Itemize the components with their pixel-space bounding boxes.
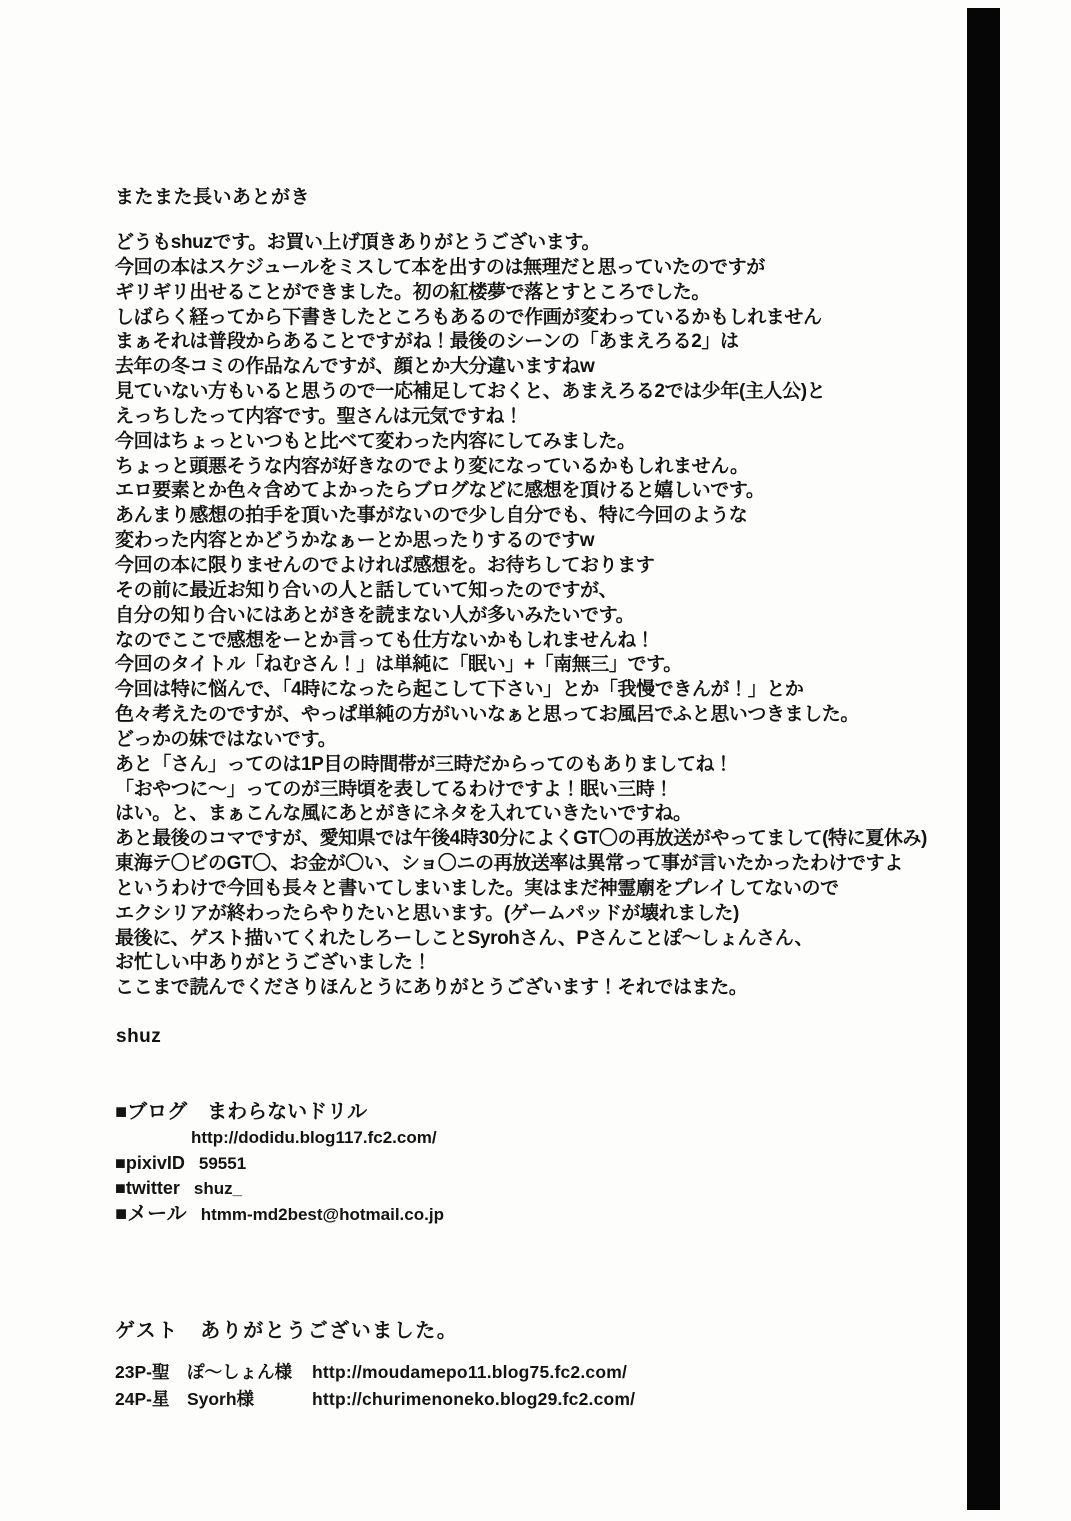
contact-twitter-value: shuz_ xyxy=(193,1179,243,1199)
contact-blog-name: まわらないドリル xyxy=(207,1101,368,1123)
afterword-line: 去年の冬コミの作品なんですが、顔とか大分違いますねw xyxy=(115,356,595,378)
afterword-line: 今回のタイトル「ねむさん！」は単純に「眠い」+「南無三」です。 xyxy=(115,654,682,676)
contact-blog-label: ■ブログ xyxy=(115,1101,188,1123)
contact-blog-row xyxy=(115,1100,444,1125)
afterword-line: あんまり感想の拍手を頂いた事がないので少し自分でも、特に今回のような xyxy=(115,505,748,527)
afterword-line: 今回はちょっといつもと比べて変わった内容にしてみました。 xyxy=(115,430,636,452)
afterword-line: というわけで今回も長々と書いてしまいました。実はまだ神霊廟をプレイしてないので xyxy=(115,877,839,899)
afterword-line: お忙しい中ありがとうございました！ xyxy=(115,952,432,974)
afterword-line: あと「さん」ってのは1P目の時間帯が三時だからってのもありましてね！ xyxy=(115,753,733,775)
contact-blog-url: http://dodidu.blog117.fc2.com/ xyxy=(191,1128,437,1148)
contact-twitter-row xyxy=(115,1176,444,1201)
afterword-line: 今回の本に限りませんのでよければ感想を。お待ちしております xyxy=(115,554,655,576)
guest-list xyxy=(115,1359,635,1413)
afterword-line: どうもshuzです。お買い上げ頂きありがとうございます。 xyxy=(115,232,601,253)
guest-entry xyxy=(115,1359,635,1386)
guest-url: http://moudamepo11.blog75.fc2.com/ xyxy=(312,1362,628,1382)
afterword-line: えっちしたって内容です。聖さんは元気ですね！ xyxy=(115,405,523,427)
afterword-line: 今回の本はスケジュールをミスして本を出すのは無理だと思っていたのですが xyxy=(115,256,765,278)
afterword-line: 「おやつに〜」ってのが三時頃を表してるわけですよ！眠い三時！ xyxy=(115,778,674,800)
afterword-line: 東海テ〇ビのGT〇、お金が〇い、ショ〇ニの再放送率は異常って事が言いたかったわけですよ xyxy=(115,853,903,875)
contact-mail-label: ■メール xyxy=(115,1202,187,1225)
signature-text: shuz xyxy=(116,1026,162,1047)
contact-pixiv-value: 59551 xyxy=(198,1153,247,1173)
afterword-line: 最後に、ゲスト描いてくれたしろーしことSyrohさん、Pさんことぽ〜しょんさん、 xyxy=(115,927,814,949)
afterword-line: あと最後のコマですが、愛知県では午後4時30分によくGT〇の再放送がやってまして(特に夏休み) xyxy=(115,828,927,850)
afterword-line: はい。と、まぁこんな風にあとがきにネタを入れていきたいですね。 xyxy=(115,803,692,825)
afterword-line: ちょっと頭悪そうな内容が好きなのでより変になっているかもしれません。 xyxy=(115,455,749,477)
contact-block xyxy=(115,1100,444,1227)
afterword-line: 今回は特に悩んで、「4時になったら起こして下さい」とか「我慢できんが！」とか xyxy=(115,679,804,701)
contact-mail-row xyxy=(115,1202,444,1227)
afterword-line: エロ要素とか色々含めてよかったらブログなどに感想を頂けると嬉しいです。 xyxy=(115,480,765,502)
afterword-line: どっかの妹ではないです。 xyxy=(115,728,337,750)
contact-pixiv-row xyxy=(115,1151,444,1176)
afterword-line: その前に最近お知り合いの人と話していて知ったのですが、 xyxy=(115,579,618,601)
contact-mail-value: htmm-md2best@hotmail.co.jp xyxy=(200,1204,444,1224)
contact-blog-url-row xyxy=(115,1125,444,1150)
guest-entry xyxy=(115,1386,635,1413)
afterword-line: しばらく経ってから下書きしたところもあるので作画が変わっているかもしれません xyxy=(115,306,822,328)
afterword-line: なのでここで感想をーとか言っても仕方ないかもしれませんね！ xyxy=(115,629,655,651)
guests-heading: ゲスト ありがとうございました。 xyxy=(115,1320,459,1342)
afterword-line: ここまで読んでくださりほんとうにありがとうございます！それではまた。 xyxy=(115,977,748,999)
afterword-line: 見ていない方もいると思うので一応補足しておくと、あまえろる2では少年(主人公)と xyxy=(115,381,826,403)
afterword-line: 自分の知り合いにはあとがきを読まない人が多いみたいです。 xyxy=(115,604,635,626)
guest-url: http://churimenoneko.blog29.fc2.com/ xyxy=(312,1389,636,1409)
afterword-line: ギリギリ出せることができました。初の紅楼夢で落とすところでした。 xyxy=(115,281,711,303)
afterword-line: エクシリアが終わったらやりたいと思います。(ゲームパッドが壊れました) xyxy=(115,902,739,924)
afterword-line: まぁそれは普段からあることですがね！最後のシーンの「あまえろる2」は xyxy=(115,331,739,353)
scan-binding-bar xyxy=(967,8,1000,1510)
guest-credit: 23P-聖 ぽ〜しょん様 xyxy=(115,1362,292,1382)
afterword-body xyxy=(115,231,927,1001)
afterword-line: 変わった内容とかどうかなぁーとか思ったりするのですw xyxy=(115,530,595,552)
contact-pixiv-label: ■pixivID xyxy=(115,1152,185,1173)
afterword-heading: またまた長いあとがき xyxy=(115,187,311,208)
contact-twitter-label: ■twitter xyxy=(115,1178,180,1199)
afterword-line: 色々考えたのですが、やっぱ単純の方がいいなぁと思ってお風呂でふと思いつきました。 xyxy=(115,704,860,726)
guest-credit: 24P-星 Syorh様 xyxy=(115,1389,255,1409)
